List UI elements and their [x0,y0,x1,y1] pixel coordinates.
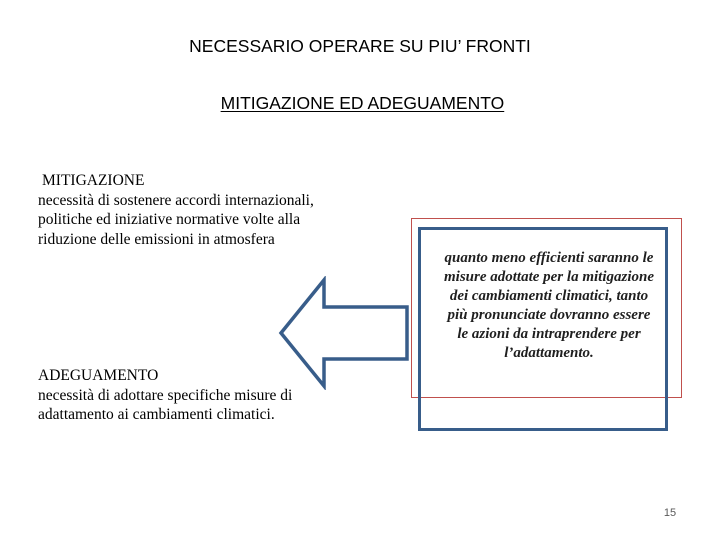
adaptation-line: adattamento ai cambiamenti climatici. [38,406,275,423]
subtitle-text: MITIGAZIONE ED ADEGUAMENTO [220,93,505,113]
callout-line: le azioni da intraprendere per [457,326,641,342]
adaptation-block [38,366,378,425]
slide-subtitle [0,93,720,113]
mitigation-heading: MITIGAZIONE [42,172,145,189]
mitigation-line: necessità di sostenere accordi internazionali, [38,191,314,209]
callout-line: più pronunciate dovranno essere [447,307,651,323]
callout-line: quanto meno efficienti saranno le [444,250,654,266]
callout-line: misure adottate per la mitigazione [443,269,654,285]
callout-line: dei cambiamenti climatici, tanto [449,288,649,304]
adaptation-heading: ADEGUAMENTO [38,367,159,384]
slide-title: NECESSARIO OPERARE SU PIU’ FRONTI [189,36,531,56]
mitigation-block [38,171,378,249]
callout-line: l’adattamento. [504,345,594,361]
mitigation-line: riduzione delle emissioni in atmosfera [38,230,275,248]
adaptation-line: necessità di adottare specifiche misure di [38,386,293,404]
callout-text [418,249,680,363]
page-number: 15 [663,507,677,519]
mitigation-line: politiche ed iniziative normative volte alla [38,211,301,228]
